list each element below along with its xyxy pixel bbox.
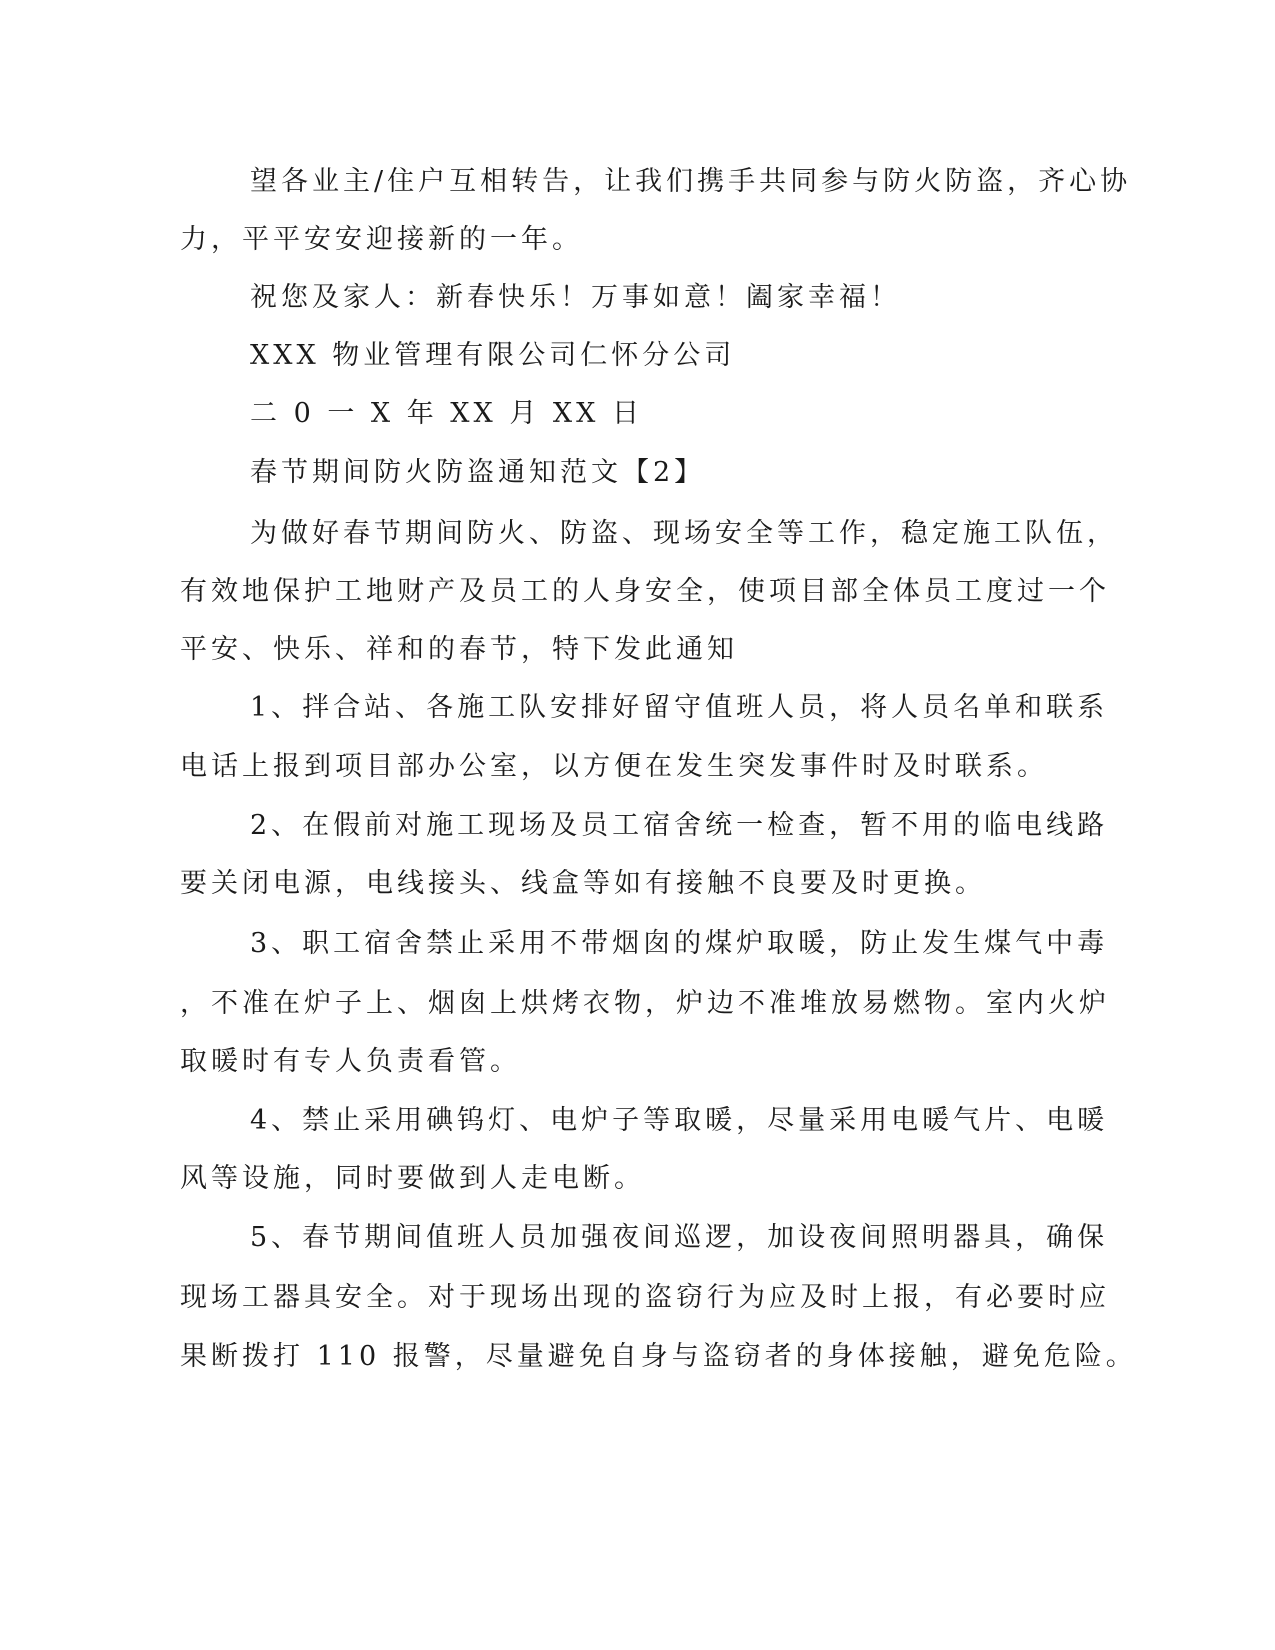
list-item-line: 3、职工宿舍禁止采用不带烟囱的煤炉取暖，防止发生煤气中毒	[250, 928, 1109, 959]
list-item-line: 风等设施，同时要做到人走电断。	[180, 1163, 645, 1194]
section-heading: 春节期间防火防盗通知范文【2】	[250, 457, 706, 488]
list-item-line: 2、在假前对施工现场及员工宿舍统一检查，暂不用的临电线路	[250, 810, 1109, 841]
list-item-line: 取暖时有专人负责看管。	[180, 1046, 521, 1077]
list-item-line: 果断拨打 110 报警，尽量避免自身与盗窃者的身体接触，避免危险。	[180, 1341, 1137, 1372]
list-item-line: 1、拌合站、各施工队安排好留守值班人员，将人员名单和联系	[250, 692, 1109, 723]
paragraph-line: 为做好春节期间防火、防盗、现场安全等工作，稳定施工队伍，	[250, 518, 1118, 549]
list-item-line: ，不准在炉子上、烟囱上烘烤衣物，炉边不准堆放易燃物。室内火炉	[180, 988, 1110, 1019]
paragraph-line: 有效地保护工地财产及员工的人身安全，使项目部全体员工度过一个	[180, 576, 1110, 607]
list-item-line: 现场工器具安全。对于现场出现的盗窃行为应及时上报，有必要时应	[180, 1282, 1110, 1313]
list-item-line: 要关闭电源，电线接头、线盒等如有接触不良要及时更换。	[180, 868, 986, 899]
list-item-line: 5、春节期间值班人员加强夜间巡逻，加设夜间照明器具，确保	[250, 1222, 1109, 1253]
signature-company: XXX 物业管理有限公司仁怀分公司	[250, 340, 736, 371]
paragraph-line: 力，平平安安迎接新的一年。	[180, 224, 583, 255]
list-item-line: 电话上报到项目部办公室，以方便在发生突发事件时及时联系。	[180, 751, 1048, 782]
paragraph-line: 望各业主/住户互相转告，让我们携手共同参与防火防盗，齐心协	[250, 166, 1132, 197]
greeting-line: 祝您及家人：新春快乐！万事如意！阖家幸福！	[250, 282, 901, 313]
signature-date: 二 0 一 X 年 XX 月 XX 日	[250, 398, 643, 429]
list-item-line: 4、禁止采用碘钨灯、电炉子等取暖，尽量采用电暖气片、电暖	[250, 1105, 1109, 1136]
paragraph-line: 平安、快乐、祥和的春节，特下发此通知	[180, 634, 738, 665]
